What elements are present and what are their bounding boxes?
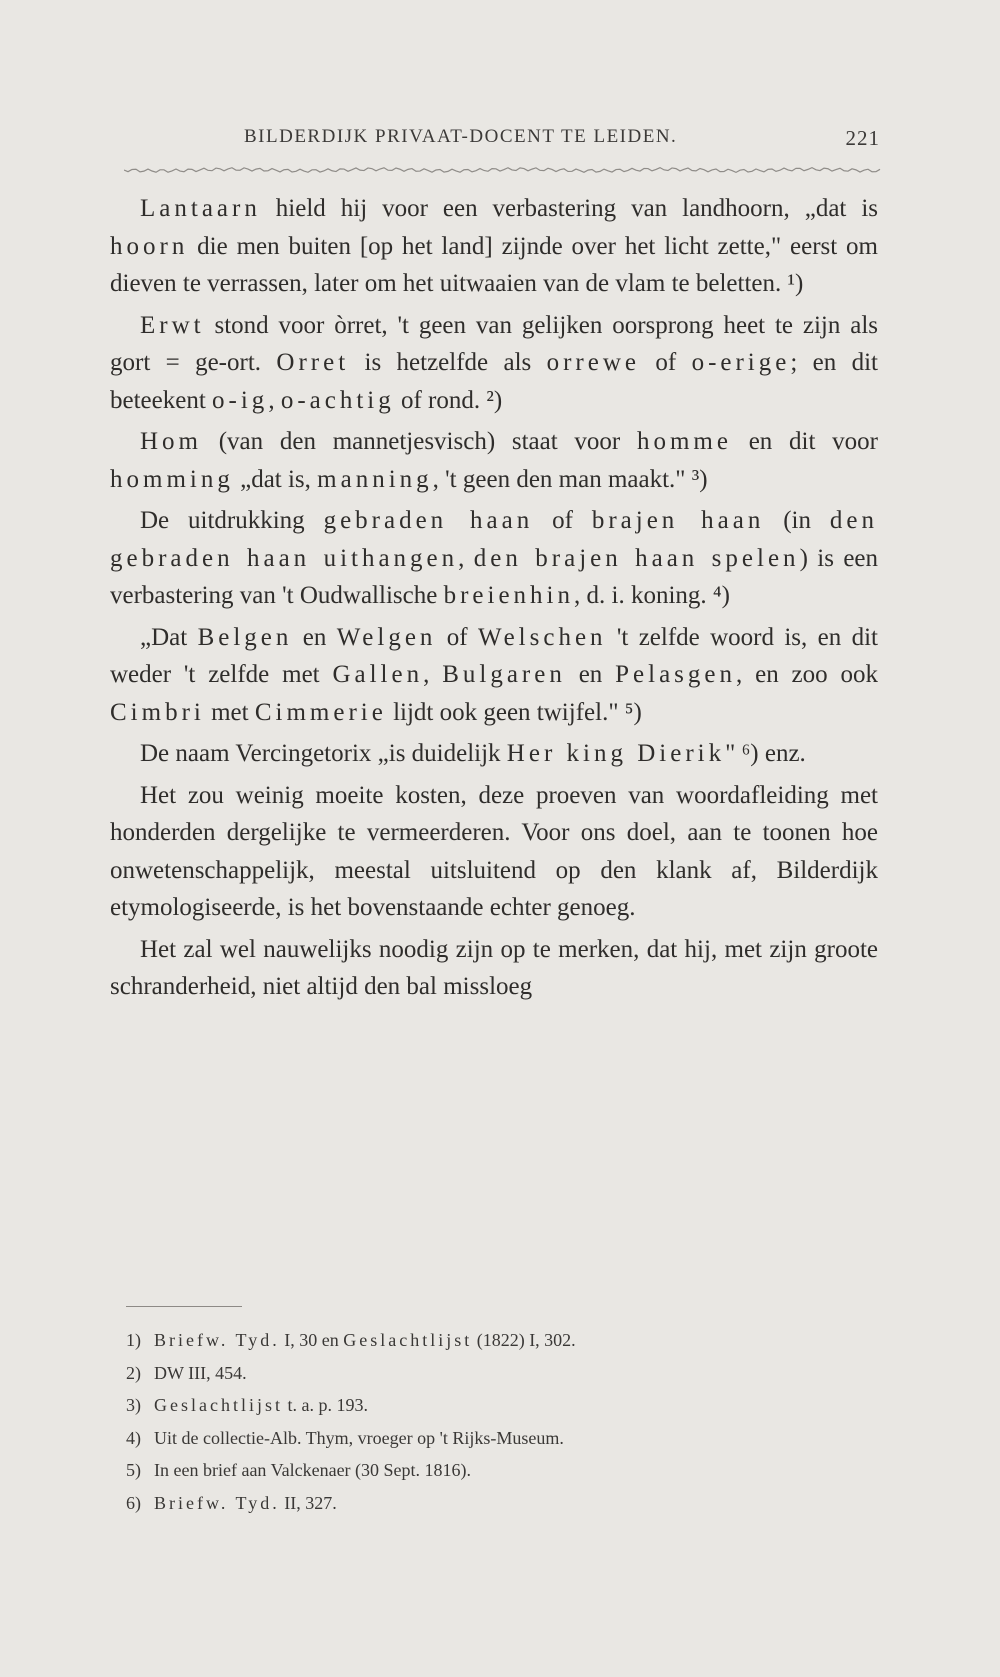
footnote-3: 3) Geslachtlijst t. a. p. 193. bbox=[126, 1395, 368, 1415]
footnote-4: 4) Uit de collectie-Alb. Thym, vroeger op 't Rijks-Museum. bbox=[126, 1427, 564, 1448]
footnote-ref-5: ⁵) bbox=[624, 698, 642, 726]
footnote-separator bbox=[126, 1306, 242, 1307]
page-header bbox=[244, 122, 880, 158]
paragraph-gebraden-haan: De uitdrukking gebraden haan of brajen haan (in den gebraden haan uithangen, den brajen haan spelen) is een verbastering van 't Oudwallische breienhin, d. i. koning. ⁴) bbox=[110, 507, 879, 609]
paragraph-vercingetorix: De naam Vercingetorix „is duidelijk Her king Dierik" ⁶) enz. bbox=[140, 740, 806, 767]
paragraph-lantaarn: Lantaarn hield hij voor een verbastering van landhoorn, „dat is hoorn die men buiten [op het land] zijnde over het licht zette," eerst om dieven te verrassen, later om het uitwaaien van de vlam te beletten. ¹) bbox=[110, 195, 878, 297]
footnote-1: 1) Briefw. Tyd. I, 30 en Geslachtlijst (1822) I, 302. bbox=[126, 1330, 576, 1350]
paragraph-proeven: Het zou weinig moeite kosten, deze proeven van woordafleiding met honderden dergelijke te vermeerderen. Voor ons doel, aan te toonen hoe onwetenschappelijk, meestal uitsluitend op den klank af, Bilderdijk etymologiseerde, is het bovenstaande echter genoeg. bbox=[110, 781, 878, 921]
footnote-5: 5) In een brief aan Valckenaer (30 Sept. 1816). bbox=[126, 1460, 472, 1480]
body-text bbox=[110, 190, 878, 1010]
paragraph-erwt: Erwt stond voor òrret, 't geen van gelijken oorsprong heet te zijn als gort = ge-ort. Orret is hetzelfde als orrewe of o-erige; en dit beteekent o-ig, o-achtig of rond. ²) bbox=[110, 311, 879, 414]
footnote-6: 6) Briefw. Tyd. II, 327. bbox=[126, 1492, 337, 1513]
paragraph-belgen: „Dat Belgen en Welgen of Welschen 't zelfde woord is, en dit weder 't zelfde met Gallen, Bulgaren en Pelasgen, en zoo ook Cimbri met Cimmerie lijdt ook geen twijfel." ⁵) bbox=[110, 623, 878, 726]
footnote-ref-6: ⁶) bbox=[741, 740, 759, 767]
footnote-2: 2) DW III, 454. bbox=[126, 1362, 247, 1383]
footnote-ref-2: ²) bbox=[486, 386, 503, 414]
page-number: 221 bbox=[845, 126, 880, 150]
paragraph-hom: Hom (van den mannetjesvisch) staat voor homme en dit voor homming „dat is, manning, 't geen den man maakt." ³) bbox=[110, 428, 878, 493]
footnote-ref-4: ⁴) bbox=[712, 582, 730, 609]
paragraph-schranderheid: Het zal wel nauwelijks noodig zijn op te merken, dat hij, met zijn groote schranderheid, niet altijd den bal missloeg bbox=[110, 935, 878, 1000]
header-wavy-rule bbox=[124, 164, 882, 176]
footnote-ref-1: ¹) bbox=[787, 270, 804, 297]
footnote-ref-3: ³) bbox=[691, 465, 708, 493]
footnotes bbox=[126, 1324, 826, 1519]
running-head: BILDERDIJK PRIVAAT-DOCENT TE LEIDEN. bbox=[244, 126, 678, 147]
